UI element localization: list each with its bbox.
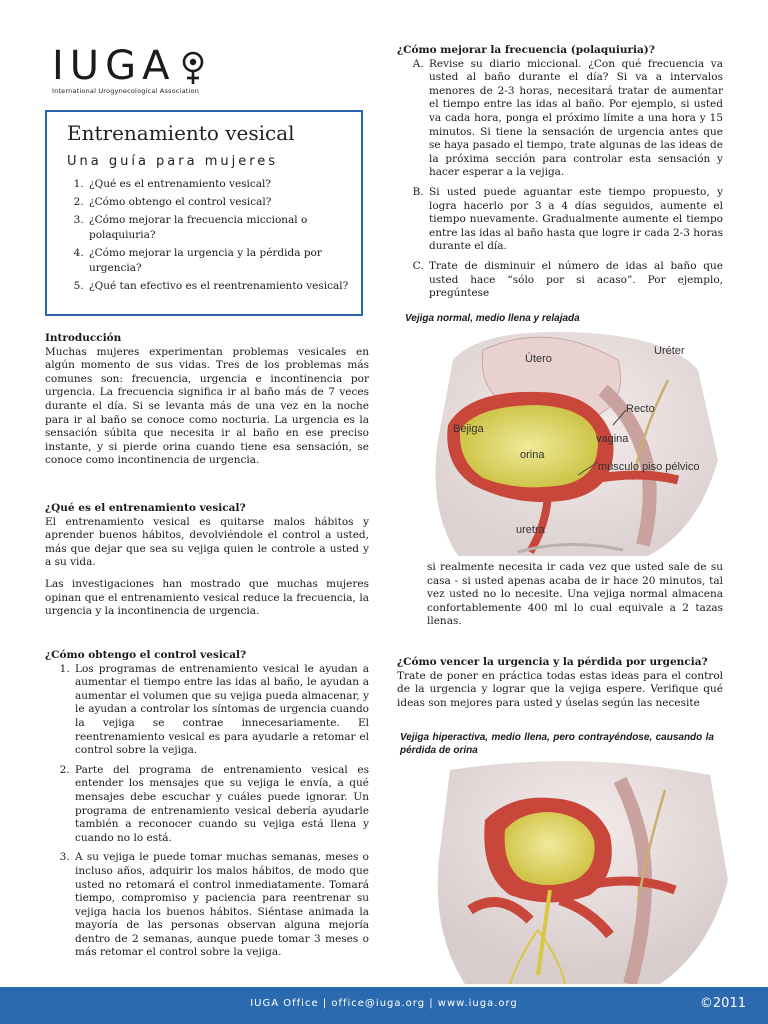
frequency-continuation	[427, 561, 723, 629]
frequency-item: C. Trate de disminuir el número de idas al baño que usted hace “sólo por si acaso”. Por ejemplo, pregúntese	[427, 260, 723, 301]
label-uterus: Útero	[525, 353, 552, 365]
what-is-paragraph: El entrenamiento vesical es quitarse malos hábitos y aprender buenos hábitos, devolviéndole el control a usted, más que dejar que sea su vejiga quien le controle a usted y a su vida.	[45, 515, 369, 569]
guide-title: Entrenamiento vesical	[67, 121, 295, 145]
label-bladder: Bejiga	[453, 423, 484, 435]
urgency-section	[397, 656, 723, 710]
control-list	[45, 663, 369, 960]
what-is-paragraph: Las investigaciones han mostrado que muchas mujeres opinan que el entrenamiento vesical reduce la frecuencia, la urgencia y la incontinencia de urgencia.	[45, 577, 369, 618]
frequency-item: A. Revise su diario miccional. ¿Con qué frecuencia va usted al baño durante el día? Si va a intervalos menores de 2-3 horas, necesitará tratar de aumentar el tiempo entre las idas al baño. Por ejemplo, si usted va cada hora, ponga el próximo límite a una hora y 15 minutos. Si tiene la sensación de urgencia antes que se haya pasado el tiempo, trate algunas de las ideas de la próxima sección para controlar esta sensación y hacer esperar a la vejiga.	[427, 58, 723, 180]
toc-item: 1. ¿Qué es el entrenamiento vesical?	[87, 177, 351, 192]
iuga-logo	[52, 43, 222, 98]
female-symbol-icon	[180, 50, 206, 86]
what-is-heading: ¿Qué es el entrenamiento vesical?	[45, 502, 246, 514]
guide-subtitle: Una guía para mujeres	[67, 154, 279, 169]
frequency-item: B. Si usted puede aguantar este tiempo propuesto, y logra hacerlo por 3 a 4 días seguidos, aumente el tiempo nuevamente. Gradualmente aumente el tiempo entre las idas al baño hasta que logre ir cada 2-3 horas durante el día.	[427, 186, 723, 254]
toc-item: 4. ¿Cómo mejorar la urgencia y la pérdida por urgencia?	[87, 246, 351, 276]
urgency-body: Trate de poner en práctica todas estas ideas para el control de la urgencia y lograr que la vejiga espere. Verifique qué ideas son mejores para usted y úselas según las necesite	[397, 669, 723, 709]
continuation-text: si realmente necesita ir cada vez que usted sale de su casa - si usted apenas acaba de ir hace 20 minutos, tal vez usted no lo necesite. Una vejiga normal almacena confortablemente 400 ml lo cual equivale a 2 tazas llenas.	[427, 561, 723, 628]
table-of-contents	[67, 177, 351, 294]
guide-title-box	[45, 110, 363, 316]
control-item: 2. Parte del programa de entrenamiento vesical es entender los mensajes que su vejiga le envía, a qué mensajes debe escuchar y cuáles puede ignorar. Un programa de entrenamiento vesical debería ayudarle también a reconocer cuando su vejiga está llena y cuando no lo está.	[73, 764, 369, 846]
control-item: 1. Los programas de entrenamiento vesical le ayudan a aumentar el tiempo entre las idas al baño, le ayudan a aumentar el volumen que su vejiga pueda almacenar, y le ayudan a controlar los síntomas de urgencia cuando la vejiga se contrae innecesariamente. El reentrenamiento vesical es para ayudarle a retomar el control sobre la vejiga.	[73, 663, 369, 758]
label-vagina: vagina	[596, 433, 629, 445]
overactive-bladder-diagram	[410, 760, 738, 984]
urgency-heading: ¿Cómo vencer la urgencia y la pérdida por urgencia?	[397, 656, 708, 668]
control-heading: ¿Cómo obtengo el control vesical?	[45, 649, 247, 661]
label-urine: orina	[520, 449, 545, 461]
control-item: 3. A su vejiga le puede tomar muchas semanas, meses o incluso años, adquirir los malos hábitos, de modo que usted no retomará el control inmediatamente. Tomará tiempo, compromiso y paciencia para reentrenar su vejiga hacia los buenos hábitos. Siéntase animada la mayoría de las personas observan alguna mejoría dentro de 2 semanas, aunque puede tomar 3 meses o más retomar el control sobre la vejiga.	[73, 851, 369, 960]
bladder-diagram	[398, 330, 738, 556]
label-urethra: uretra	[516, 524, 545, 536]
logo-wordmark: IUGA	[52, 43, 176, 89]
label-ureter: Uréter	[654, 345, 685, 357]
logo-tagline: International Urogynecological Association	[52, 87, 200, 95]
label-rectum: Recto	[626, 403, 655, 415]
toc-item: 3. ¿Cómo mejorar la frecuencia miccional o polaquiuria?	[87, 213, 351, 243]
toc-item: 5. ¿Qué tan efectivo es el reentrenamiento vesical?	[87, 279, 351, 294]
figure-2-caption: Vejiga hiperactiva, medio llena, pero contrayéndose, causando la pérdida de orina	[400, 732, 714, 756]
footer-contact: IUGA Office | office@iuga.org | www.iuga.org	[250, 998, 518, 1009]
frequency-list	[397, 58, 723, 301]
overactive-bladder-illustration	[410, 760, 738, 984]
figure-1-caption: Vejiga normal, medio llena y relajada	[405, 313, 580, 324]
frequency-section	[397, 44, 723, 307]
toc-item: 2. ¿Cómo obtengo el control vesical?	[87, 195, 351, 210]
frequency-heading: ¿Cómo mejorar la frecuencia (polaquiuria)?	[397, 44, 655, 56]
footer-bar	[0, 987, 768, 1024]
control-section	[45, 649, 369, 966]
label-pelvic-floor: músculo piso pélvico	[598, 461, 700, 473]
footer-copyright: ©2011	[699, 996, 746, 1011]
intro-section	[45, 332, 369, 468]
intro-body: Muchas mujeres experimentan problemas vesicales en algún momento de sus vidas. Tres de los problemas más comunes son: frecuencia, urgencia e incontinencia por urgencia. La frecuencia significa ir al baño más de 7 veces durante el día. Si se levanta más de una vez en la noche para ir al baño se conoce como nocturia. La urgencia es la sensación súbita que necesita ir al baño en ese preciso instante, y si pierde orina cuando tiene esa sensación, se conoce como incontinencia de urgencia.	[45, 345, 369, 467]
normal-bladder-illustration	[398, 330, 738, 556]
what-is-section	[45, 502, 369, 619]
intro-heading: Introducción	[45, 332, 122, 344]
